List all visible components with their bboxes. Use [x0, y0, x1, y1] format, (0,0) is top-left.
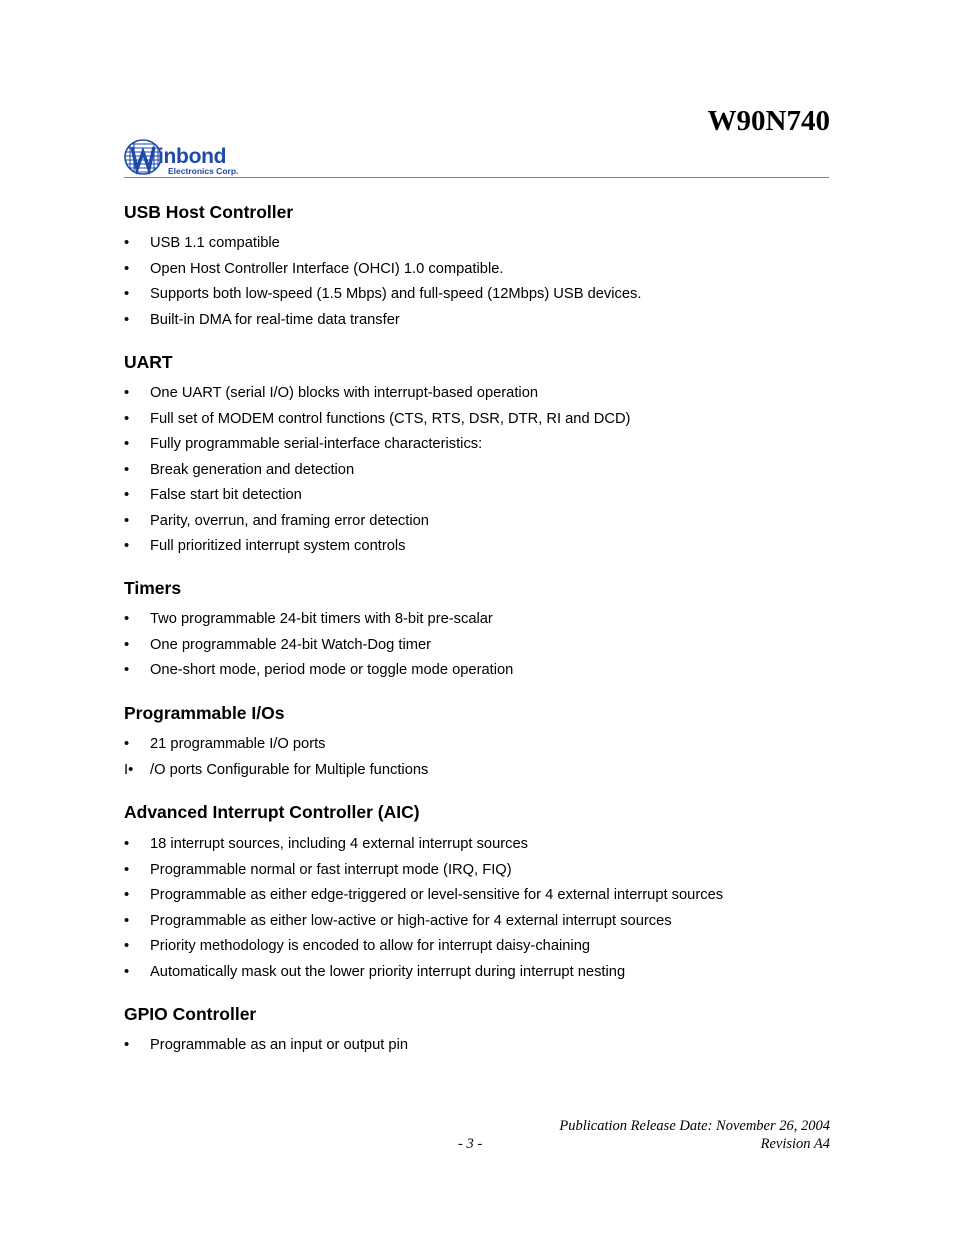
company-logo: [124, 138, 238, 178]
list-item: [124, 282, 844, 308]
list-item: [124, 934, 844, 960]
list-item: [124, 458, 844, 484]
list-item-text: Two programmable 24-bit timers with 8-bit pre-scalar: [150, 611, 493, 627]
bullet-icon: •: [124, 311, 130, 328]
section-heading: Programmable I/Os: [124, 703, 285, 723]
logo-wordmark: inbond: [158, 145, 227, 168]
header-rule: [124, 177, 829, 178]
list-item: [124, 658, 844, 684]
bullet-icon: •: [124, 235, 130, 251]
list-item: [124, 1033, 844, 1059]
list-item: [124, 960, 844, 986]
list-item-text: USB 1.1 compatible: [150, 235, 280, 251]
list-item: [124, 381, 844, 407]
list-item-text: 21 programmable I/O ports: [150, 736, 326, 752]
bullet-icon: •: [124, 410, 130, 427]
section-heading: Advanced Interrupt Controller (AIC): [124, 802, 420, 822]
bullet-icon: •: [124, 963, 130, 980]
list-item-text: Programmable as either low-active or high-active for 4 external interrupt sources: [150, 912, 672, 929]
list-item: [124, 758, 844, 784]
bullet-icon: •: [124, 938, 130, 954]
list-item: [124, 308, 844, 334]
logo-subtitle: Electronics Corp.: [168, 166, 239, 176]
list-item: [124, 909, 844, 935]
section-uart: [124, 351, 844, 560]
list-item-text: One programmable 24-bit Watch-Dog timer: [150, 636, 432, 653]
bullet-icon: •: [124, 538, 130, 554]
list-item: [124, 858, 844, 884]
bullet-icon: •: [124, 611, 130, 627]
bullet-icon: •: [124, 260, 130, 277]
list-item-text: Built-in DMA for real-time data transfer: [150, 311, 400, 328]
page-footer: [559, 1117, 830, 1153]
section-heading: UART: [124, 352, 173, 372]
list-item: [124, 407, 844, 433]
bullet-icon: •: [124, 512, 130, 529]
bullet-icon: •: [124, 461, 130, 478]
section-gpio-controller: [124, 1003, 844, 1059]
bullet-icon: •: [124, 887, 130, 903]
list-item-text: Programmable as an input or output pin: [150, 1037, 408, 1053]
list-item-text: False start bit detection: [150, 487, 302, 503]
list-item: [124, 832, 844, 858]
list-item-text: Full prioritized interrupt system controls: [150, 538, 406, 554]
section-timers: [124, 577, 844, 684]
list-item-text: Open Host Controller Interface (OHCI) 1.0 compatible.: [150, 260, 504, 277]
list-item: [124, 534, 844, 560]
revision-label: Revision A4: [760, 1136, 830, 1152]
bullet-icon: •: [124, 736, 130, 752]
section-usb-host-controller: [124, 201, 844, 333]
list-item-text: One-short mode, period mode or toggle mode operation: [150, 662, 514, 678]
bullet-icon: •: [124, 286, 130, 302]
document-title: W90N740: [707, 105, 830, 137]
list-item-text: Supports both low-speed (1.5 Mbps) and full-speed (12Mbps) USB devices.: [150, 286, 642, 302]
bullet-icon: I•: [124, 761, 134, 778]
list-item: [124, 732, 844, 758]
bullet-icon: •: [124, 436, 130, 452]
page-number: - 3 -: [458, 1136, 483, 1152]
list-item-text: Break generation and detection: [150, 461, 355, 478]
list-item-text: Parity, overrun, and framing error detection: [150, 512, 429, 529]
list-item-text: One UART (serial I/O) blocks with interrupt-based operation: [150, 385, 539, 401]
list-item: [124, 231, 844, 257]
bullet-icon: •: [124, 836, 130, 852]
bullet-icon: •: [124, 912, 130, 929]
publication-release-date: Publication Release Date: November 26, 2004: [559, 1118, 830, 1134]
section-heading: USB Host Controller: [124, 202, 294, 222]
section-heading: GPIO Controller: [124, 1004, 257, 1024]
list-item: [124, 483, 844, 509]
list-item-text: Fully programmable serial-interface characteristics:: [150, 436, 483, 452]
list-item-text: Priority methodology is encoded to allow for interrupt daisy-chaining: [150, 938, 591, 954]
list-item-text: Programmable normal or fast interrupt mode (IRQ, FIQ): [150, 861, 512, 878]
section-advanced-interrupt-controller: [124, 801, 844, 985]
section-heading: Timers: [124, 578, 182, 598]
bullet-icon: •: [124, 1037, 130, 1053]
list-item-text: Programmable as either edge-triggered or level-sensitive for 4 external interrupt sources: [150, 887, 724, 903]
list-item-text: Full set of MODEM control functions (CTS, RTS, DSR, DTR, RI and DCD): [150, 410, 631, 427]
bullet-icon: •: [124, 662, 130, 678]
list-item: [124, 883, 844, 909]
bullet-icon: •: [124, 636, 130, 653]
bullet-icon: •: [124, 385, 130, 401]
list-item: [124, 432, 844, 458]
list-item: [124, 633, 844, 659]
section-programmable-ios: [124, 702, 844, 783]
list-item: [124, 509, 844, 535]
bullet-icon: •: [124, 861, 130, 878]
list-item: [124, 257, 844, 283]
bullet-icon: •: [124, 487, 130, 503]
list-item-text: 18 interrupt sources, including 4 external interrupt sources: [150, 836, 528, 852]
list-item-text: Automatically mask out the lower priority interrupt during interrupt nesting: [150, 963, 626, 980]
list-item: [124, 607, 844, 633]
list-item-text: /O ports Configurable for Multiple functions: [150, 761, 429, 778]
